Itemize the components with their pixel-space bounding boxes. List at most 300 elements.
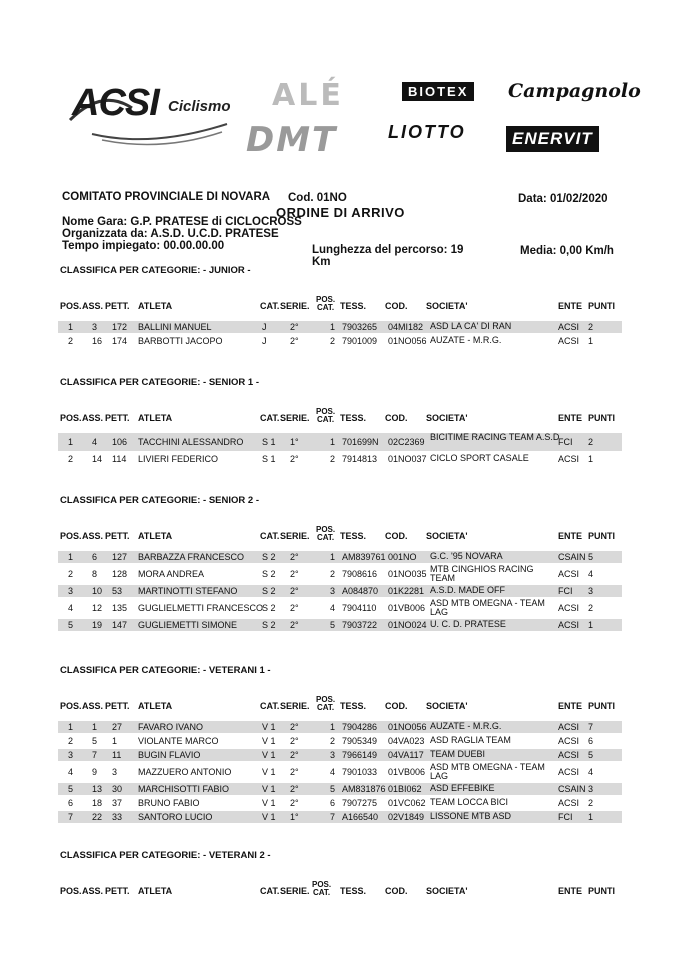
column-header-tess: TESS. <box>340 413 367 423</box>
liotto-logo: LIOTTO <box>388 122 466 142</box>
cell-ente: ACSI <box>558 798 580 808</box>
cell-pett: 33 <box>112 812 123 822</box>
cell-cod: 04VA023 <box>388 736 425 746</box>
cell-serie: 2° <box>290 336 299 346</box>
cell-ass: 19 <box>92 620 103 630</box>
cell-ass: 3 <box>92 322 98 332</box>
column-header-pos: POS. <box>60 701 82 711</box>
cell-atleta: BARBOTTI JACOPO <box>138 336 223 346</box>
column-header-pett: PETT. <box>105 531 130 541</box>
cell-ente: FCI <box>558 586 573 596</box>
cell-tess: 7903722 <box>342 620 378 630</box>
column-header-cat: CAT. <box>260 413 280 423</box>
cell-ass: 13 <box>92 784 103 794</box>
cell-societa: CICLO SPORT CASALE <box>430 453 529 463</box>
biotex-logo: BIOTEX <box>402 82 474 101</box>
cell-poscat: 1 <box>330 552 336 562</box>
cell-pett: 147 <box>112 620 128 630</box>
column-header-ente: ENTE <box>558 413 583 423</box>
cell-punti: 3 <box>588 586 594 596</box>
cell-cod: 001NO <box>388 552 417 562</box>
cell-pett: 174 <box>112 336 128 346</box>
cell-cod: 01NO056 <box>388 722 427 732</box>
cell-tess: 7904110 <box>342 603 377 613</box>
column-header-pos-cat-line1: POS. <box>316 695 336 704</box>
cell-serie: 2° <box>290 552 299 562</box>
cell-poscat: 2 <box>330 736 336 746</box>
category-title: CLASSIFICA PER CATEGORIE: - JUNIOR - <box>60 265 251 276</box>
cell-pos: 1 <box>68 322 74 332</box>
cell-ente: ACSI <box>558 336 580 346</box>
column-header-tess: TESS. <box>340 531 367 541</box>
column-header-pos-cat-line2: CAT. <box>316 703 335 712</box>
cell-ente: FCI <box>558 812 573 822</box>
enervit-logo: ENERVIT <box>506 126 599 152</box>
cell-poscat: 1 <box>330 722 336 732</box>
cell-poscat: 4 <box>330 603 336 613</box>
cell-tess: 7908616 <box>342 569 378 579</box>
cell-atleta: MORA ANDREA <box>138 569 205 579</box>
cell-cat: S 2 <box>262 552 276 562</box>
cell-punti: 2 <box>588 603 594 613</box>
acsi-logo <box>62 78 232 148</box>
cell-atleta: GUGLIELMETTI FRANCESCO <box>138 603 264 613</box>
cell-ass: 22 <box>92 812 103 822</box>
cell-atleta: BARBAZZA FRANCESCO <box>138 552 245 562</box>
cell-cod: 01VC062 <box>388 798 426 808</box>
cell-cod: 04MI182 <box>388 322 424 332</box>
cell-atleta: TACCHINI ALESSANDRO <box>138 437 244 447</box>
category-title: CLASSIFICA PER CATEGORIE: - VETERANI 1 - <box>60 665 271 676</box>
cell-ente: ACSI <box>558 322 580 332</box>
cell-pett: 37 <box>112 798 123 808</box>
cell-poscat: 5 <box>330 784 336 794</box>
column-header-atleta: ATLETA <box>138 701 173 711</box>
cell-pos: 3 <box>68 586 74 596</box>
cell-cod: 02C2369 <box>388 437 425 447</box>
table-row <box>58 433 622 451</box>
table-row <box>58 321 622 333</box>
column-header-cod: COD. <box>385 531 408 541</box>
cell-serie: 2° <box>290 722 299 732</box>
cell-tess: 7966149 <box>342 750 378 760</box>
cell-poscat: 3 <box>330 750 336 760</box>
column-header-tess: TESS. <box>340 886 367 896</box>
cell-poscat: 4 <box>330 767 336 777</box>
column-header-punti: PUNTI <box>588 301 615 311</box>
cell-ente: ACSI <box>558 750 580 760</box>
cell-cat: V 1 <box>262 750 276 760</box>
cell-atleta: BUGIN FLAVIO <box>138 750 201 760</box>
cell-societa: ASD RAGLIA TEAM <box>430 735 511 745</box>
cell-cat: V 1 <box>262 736 276 746</box>
column-header-serie: SERIE. <box>280 886 310 896</box>
cell-punti: 4 <box>588 569 594 579</box>
cell-cod: 01NO035 <box>388 569 427 579</box>
cell-cod: 01NO056 <box>388 336 427 346</box>
cell-pett: 1 <box>112 736 118 746</box>
cell-cat: S 2 <box>262 603 276 613</box>
column-header-pos-cat <box>316 408 335 424</box>
column-header-societa: SOCIETA' <box>426 301 468 311</box>
cell-ass: 8 <box>92 569 98 579</box>
cell-cod: 01VB006 <box>388 603 426 613</box>
cell-ente: CSAIN <box>558 552 586 562</box>
cell-cat: S 2 <box>262 586 276 596</box>
cell-ente: FCI <box>558 437 573 447</box>
cell-tess: 7907275 <box>342 798 378 808</box>
cell-serie: 2° <box>290 767 299 777</box>
cell-cod: 01K2281 <box>388 586 425 596</box>
cell-serie: 2° <box>290 736 299 746</box>
column-header-cat: CAT. <box>260 886 280 896</box>
course-length: Lunghezza del percorso: 19 <box>312 244 464 256</box>
cell-ass: 14 <box>92 454 103 464</box>
cell-tess: AM831876 <box>342 784 386 794</box>
cell-pos: 6 <box>68 798 74 808</box>
cell-pos: 2 <box>68 454 74 464</box>
cell-punti: 6 <box>588 736 594 746</box>
column-header-pos-cat-line2: CAT. <box>316 415 335 424</box>
cell-poscat: 3 <box>330 586 336 596</box>
cell-atleta: VIOLANTE MARCO <box>138 736 219 746</box>
table-row <box>58 811 622 823</box>
cell-ass: 6 <box>92 552 98 562</box>
organizer: Organizzata da: A.S.D. U.C.D. PRATESE <box>62 228 279 240</box>
campagnolo-logo: Campagnolo <box>508 80 641 102</box>
cell-atleta: GUGLIEMETTI SIMONE <box>138 620 238 630</box>
cell-atleta: FAVARO IVANO <box>138 722 204 732</box>
column-header-tess: TESS. <box>340 701 367 711</box>
cell-punti: 2 <box>588 798 594 808</box>
column-header-pos-cat-line2: CAT. <box>312 888 331 897</box>
cell-pett: 30 <box>112 784 123 794</box>
column-header-serie: SERIE. <box>280 701 310 711</box>
cell-ente: ACSI <box>558 620 580 630</box>
cell-tess: 7904286 <box>342 722 378 732</box>
column-header-ass: ASS. <box>82 701 104 711</box>
column-header-pos-cat-line1: POS. <box>316 295 336 304</box>
cell-cat: S 2 <box>262 620 276 630</box>
column-header-pos: POS. <box>60 531 82 541</box>
column-header-cat: CAT. <box>260 531 280 541</box>
cell-cat: V 1 <box>262 798 276 808</box>
cell-cat: S 1 <box>262 437 276 447</box>
cell-tess: A084870 <box>342 586 379 596</box>
column-header-pett: PETT. <box>105 701 130 711</box>
table-row <box>58 335 622 347</box>
cell-cat: V 1 <box>262 784 276 794</box>
cell-punti: 4 <box>588 767 594 777</box>
cell-pos: 3 <box>68 750 74 760</box>
acsi-subtitle: Ciclismo <box>168 98 231 115</box>
cell-cat: V 1 <box>262 812 276 822</box>
cell-cat: J <box>262 336 267 346</box>
page-title: ORDINE DI ARRIVO <box>276 205 405 220</box>
column-header-atleta: ATLETA <box>138 413 173 423</box>
cell-societa: ASD MTB OMEGNA - TEAM LAG <box>430 598 545 617</box>
cell-atleta: MARTINOTTI STEFANO <box>138 586 238 596</box>
cell-poscat: 2 <box>330 454 336 464</box>
category-title: CLASSIFICA PER CATEGORIE: - VETERANI 2 - <box>60 850 271 861</box>
cell-punti: 3 <box>588 784 594 794</box>
cell-pos: 5 <box>68 784 74 794</box>
column-header-pett: PETT. <box>105 413 130 423</box>
cell-pett: 11 <box>112 750 122 760</box>
column-header-cod: COD. <box>385 701 408 711</box>
cell-pett: 3 <box>112 767 118 777</box>
column-header-pett: PETT. <box>105 301 130 311</box>
cell-pett: 114 <box>112 454 127 464</box>
cell-cod: 04VA117 <box>388 750 424 760</box>
cell-ass: 18 <box>92 798 103 808</box>
cell-pos: 2 <box>68 569 74 579</box>
column-header-societa: SOCIETA' <box>426 531 468 541</box>
column-header-cat: CAT. <box>260 701 280 711</box>
cell-pos: 2 <box>68 736 74 746</box>
category-title: CLASSIFICA PER CATEGORIE: - SENIOR 2 - <box>60 495 259 506</box>
cell-cod: 02V1849 <box>388 812 425 822</box>
cell-punti: 7 <box>588 722 594 732</box>
cell-ente: ACSI <box>558 454 580 464</box>
acsi-wordmark: ACSI <box>72 82 159 124</box>
time-taken: Tempo impiegato: 00.00.00.00 <box>62 240 225 252</box>
column-header-pos-cat <box>312 881 331 897</box>
cell-cat: V 1 <box>262 767 276 777</box>
cell-atleta: MAZZUERO ANTONIO <box>138 767 232 777</box>
cell-societa: AUZATE - M.R.G. <box>430 721 502 731</box>
column-header-atleta: ATLETA <box>138 301 173 311</box>
cell-serie: 1° <box>290 437 299 447</box>
cell-pett: 27 <box>112 722 123 732</box>
column-header-cod: COD. <box>385 886 408 896</box>
column-header-serie: SERIE. <box>280 531 310 541</box>
cell-punti: 2 <box>588 322 594 332</box>
column-header-societa: SOCIETA' <box>426 886 468 896</box>
column-header-pos-cat <box>316 526 335 542</box>
cell-pett: 106 <box>112 437 128 447</box>
cell-societa: LISSONE MTB ASD <box>430 811 512 821</box>
table-row <box>58 735 622 747</box>
cell-cod: 01NO037 <box>388 454 427 464</box>
column-header-pos-cat-line1: POS. <box>316 525 336 534</box>
column-header-ente: ENTE <box>558 531 583 541</box>
cell-cat: V 1 <box>262 722 276 732</box>
cell-poscat: 7 <box>330 812 336 822</box>
column-header-punti: PUNTI <box>588 701 615 711</box>
cell-poscat: 6 <box>330 798 336 808</box>
cell-serie: 2° <box>290 569 299 579</box>
cell-pos: 1 <box>68 722 74 732</box>
table-row <box>58 749 622 761</box>
table-row <box>58 797 622 809</box>
column-header-cod: COD. <box>385 413 408 423</box>
cell-punti: 1 <box>588 620 594 630</box>
column-header-serie: SERIE. <box>280 301 310 311</box>
cell-tess: AM839761 <box>342 552 386 562</box>
column-header-ente: ENTE <box>558 886 583 896</box>
cell-serie: 2° <box>290 603 299 613</box>
column-header-ente: ENTE <box>558 301 583 311</box>
column-header-tess: TESS. <box>340 301 367 311</box>
column-header-ass: ASS. <box>82 413 104 423</box>
cell-serie: 2° <box>290 784 299 794</box>
column-header-pett: PETT. <box>105 886 130 896</box>
table-row <box>58 551 622 563</box>
cell-punti: 1 <box>588 454 594 464</box>
cell-punti: 5 <box>588 552 594 562</box>
cell-tess: 701699N <box>342 437 379 447</box>
cell-atleta: BALLINI MANUEL <box>138 322 212 332</box>
cell-cat: S 1 <box>262 454 276 464</box>
cell-cat: S 2 <box>262 569 276 579</box>
cell-pos: 4 <box>68 767 74 777</box>
cell-societa: BICITIME RACING TEAM A.S.D <box>430 432 560 442</box>
average-speed: Media: 0,00 Km/h <box>520 245 614 257</box>
column-header-atleta: ATLETA <box>138 531 173 541</box>
cell-ass: 4 <box>92 437 98 447</box>
cell-pos: 1 <box>68 552 74 562</box>
ale-logo: ALÉ <box>272 78 344 113</box>
cell-serie: 2° <box>290 798 299 808</box>
cell-societa: G.C. '95 NOVARA <box>430 551 503 561</box>
cell-pos: 4 <box>68 603 74 613</box>
column-header-cod: COD. <box>385 301 408 311</box>
column-header-pos-cat <box>316 296 335 312</box>
column-header-punti: PUNTI <box>588 531 615 541</box>
column-header-pos-cat-line1: POS. <box>312 880 332 889</box>
cell-pett: 53 <box>112 586 123 596</box>
category-title: CLASSIFICA PER CATEGORIE: - SENIOR 1 - <box>60 377 259 388</box>
cell-ass: 5 <box>92 736 98 746</box>
cell-ente: ACSI <box>558 736 580 746</box>
cell-societa: U. C. D. PRATESE <box>430 619 506 629</box>
cell-societa: ASD LA CA' DI RAN <box>430 321 512 331</box>
column-header-pos-cat-line1: POS. <box>316 407 336 416</box>
table-row <box>58 565 622 583</box>
table-row <box>58 585 622 597</box>
cell-pett: 127 <box>112 552 128 562</box>
cell-ente: ACSI <box>558 569 580 579</box>
column-header-pos: POS. <box>60 886 82 896</box>
column-header-pos: POS. <box>60 413 82 423</box>
cell-poscat: 2 <box>330 336 336 346</box>
cell-pos: 5 <box>68 620 74 630</box>
cell-cat: J <box>262 322 267 332</box>
cell-poscat: 1 <box>330 322 336 332</box>
table-row <box>58 721 622 733</box>
column-header-societa: SOCIETA' <box>426 701 468 711</box>
column-header-pos: POS. <box>60 301 82 311</box>
cell-punti: 2 <box>588 437 594 447</box>
cell-serie: 2° <box>290 586 299 596</box>
column-header-pos-cat <box>316 696 335 712</box>
race-date: Data: 01/02/2020 <box>518 193 608 205</box>
cell-punti: 1 <box>588 336 594 346</box>
dmt-logo: DMT <box>246 120 338 160</box>
cell-cod: 01BI062 <box>388 784 422 794</box>
column-header-punti: PUNTI <box>588 413 615 423</box>
cell-atleta: MARCHISOTTI FABIO <box>138 784 230 794</box>
cell-serie: 1° <box>290 812 299 822</box>
cell-punti: 1 <box>588 812 594 822</box>
cell-ente: CSAIN <box>558 784 586 794</box>
cell-punti: 5 <box>588 750 594 760</box>
committee-name: COMITATO PROVINCIALE DI NOVARA <box>62 191 271 203</box>
table-row <box>58 619 622 631</box>
cell-serie: 2° <box>290 322 299 332</box>
column-header-pos-cat-line2: CAT. <box>316 533 335 542</box>
cell-societa: TEAM DUEBI <box>430 749 486 759</box>
committee-code: Cod. 01NO <box>288 192 347 204</box>
cell-poscat: 2 <box>330 569 336 579</box>
cell-pos: 1 <box>68 437 74 447</box>
cell-ente: ACSI <box>558 767 580 777</box>
course-length-unit: Km <box>312 256 331 268</box>
cell-ass: 7 <box>92 750 98 760</box>
cell-serie: 2° <box>290 620 299 630</box>
cell-serie: 2° <box>290 454 299 464</box>
column-header-punti: PUNTI <box>588 886 615 896</box>
cell-atleta: SANTORO LUCIO <box>138 812 213 822</box>
cell-pos: 2 <box>68 336 74 346</box>
cell-societa: AUZATE - M.R.G. <box>430 335 502 345</box>
cell-ass: 16 <box>92 336 103 346</box>
column-header-serie: SERIE. <box>280 413 310 423</box>
cell-atleta: BRUNO FABIO <box>138 798 200 808</box>
cell-pett: 172 <box>112 322 128 332</box>
cell-ente: ACSI <box>558 603 580 613</box>
cell-ass: 12 <box>92 603 103 613</box>
column-header-ass: ASS. <box>82 531 104 541</box>
column-header-pos-cat-line2: CAT. <box>316 303 335 312</box>
cell-pos: 7 <box>68 812 74 822</box>
column-header-ente: ENTE <box>558 701 583 711</box>
cell-pett: 135 <box>112 603 128 613</box>
cell-societa: A.S.D. MADE OFF <box>430 585 506 595</box>
cell-tess: 7903265 <box>342 322 378 332</box>
cell-tess: 7901009 <box>342 336 378 346</box>
cell-societa: TEAM LOCCA BICI <box>430 797 509 807</box>
cell-poscat: 1 <box>330 437 336 447</box>
table-row <box>58 453 622 465</box>
column-header-ass: ASS. <box>82 886 104 896</box>
cell-tess: 7901033 <box>342 767 378 777</box>
cell-pett: 128 <box>112 569 128 579</box>
cell-cod: 01NO024 <box>388 620 427 630</box>
table-row <box>58 599 622 617</box>
cell-poscat: 5 <box>330 620 336 630</box>
cell-atleta: LIVIERI FEDERICO <box>138 454 219 464</box>
cell-societa: MTB CINGHIOS RACING TEAM <box>430 564 534 583</box>
column-header-ass: ASS. <box>82 301 104 311</box>
cell-ass: 10 <box>92 586 103 596</box>
race-name: Nome Gara: G.P. PRATESE di CICLOCROSS <box>62 216 302 228</box>
cell-ente: ACSI <box>558 722 580 732</box>
cell-ass: 9 <box>92 767 98 777</box>
column-header-societa: SOCIETA' <box>426 413 468 423</box>
cell-ass: 1 <box>92 722 98 732</box>
cell-tess: 7905349 <box>342 736 378 746</box>
column-header-atleta: ATLETA <box>138 886 173 896</box>
cell-societa: ASD EFFEBIKE <box>430 783 495 793</box>
cell-serie: 2° <box>290 750 299 760</box>
table-row <box>58 763 622 781</box>
column-header-cat: CAT. <box>260 301 280 311</box>
cell-tess: 7914813 <box>342 454 378 464</box>
cell-societa: ASD MTB OMEGNA - TEAM LAG <box>430 762 545 781</box>
table-row <box>58 783 622 795</box>
